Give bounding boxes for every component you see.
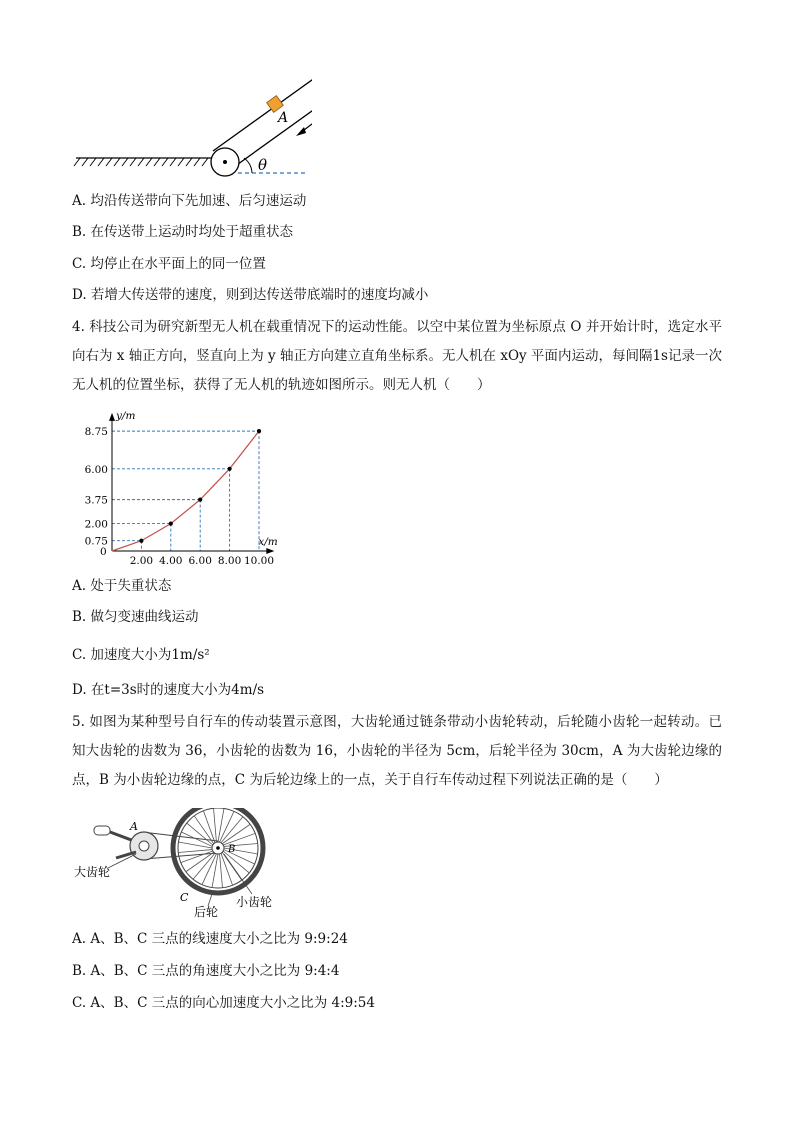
q4-option-c: C. 加速度大小为1m/s² [72,647,210,663]
label-C: C [180,891,189,904]
x-axis-arrow [266,548,274,554]
label-small-gear: 小齿轮 [236,895,273,909]
y-tick-label: 8.75 [84,426,108,439]
label-A: A [130,820,138,833]
trajectory-curve [112,431,259,551]
x-tick-label: 8.00 [217,555,242,567]
x-axis-label: x/m [258,536,278,548]
y-tick-label: 6.00 [84,463,108,476]
y-axis-arrow [109,413,115,421]
label-theta: θ [258,156,268,174]
x-tick-label: 10.00 [243,555,275,567]
data-point [198,498,202,502]
y-axis-label: y/m [116,409,136,422]
label-A: A [278,110,289,126]
q3-option-b: B. 在传送带上运动时均处于超重状态 [72,224,294,240]
q5-option-b: B. A、B、C 三点的角速度大小之比为 9:4:4 [72,963,340,979]
q5-stem: 5. 如图为某种型号自行车的传动装置示意图，大齿轮通过链条带动小齿轮转动，后轮随小齿轮一起转动。已知大齿轮的齿数为 36，小齿轮的齿数为 16，小齿轮的半径为 5cm，后轮半径为 30cm，A 为大齿轮边缘的点，B 为小齿轮边缘的点，C 为后轮边缘上的一点，关于自行车传动过程下列说法正确的是（ ） [72,714,722,788]
origin-label: 0 [100,546,107,558]
q5-option-a: A. A、B、C 三点的线速度大小之比为 9:9:24 [72,931,348,947]
x-tick-label: 2.00 [129,555,154,567]
bicycle-transmission-figure [72,808,292,923]
data-point [228,467,232,471]
q4-option-b: B. 做匀变速曲线运动 [72,609,199,625]
data-point [139,539,143,543]
data-point [169,522,173,526]
q3-option-c: C. 均停止在水平面上的同一位置 [72,256,266,272]
y-tick-label: 3.75 [84,494,108,507]
q3-option-a: A. 均沿传送带向下先加速、后匀速运动 [72,193,307,209]
label-B: B [228,844,236,855]
trajectory-chart [72,400,292,570]
q4-option-a: A. 处于失重状态 [72,578,172,594]
data-point [257,429,261,433]
label-big-gear: 大齿轮 [74,865,111,879]
y-tick-label: 2.00 [84,518,108,531]
x-tick-label: 6.00 [188,555,212,567]
conveyor-figure [72,60,312,180]
y-tick-label: 0.75 [84,535,108,548]
q4-option-d: D. 在t=3s时的速度大小为4m/s [72,682,265,698]
x-tick-label: 4.00 [159,555,183,567]
q4-stem: 4. 科技公司为研究新型无人机在载重情况下的运动性能。以空中某位置为坐标原点 O 并开始计时，选定水平向右为 x 轴正方向，竖直向上为 y 轴正方向建立直角坐标系。无人机在 xOy 平面内运动，每间隔1s记录一次无人机的位置坐标，获得了无人机的轨迹如图所示。则无人机（ ） [72,319,722,393]
q5-option-c: C. A、B、C 三点的向心加速度大小之比为 4:9:54 [72,995,375,1011]
q3-option-d: D. 若增大传送带的速度，则到达传送带底端时的速度均减小 [72,287,429,303]
label-rear-wheel: 后轮 [194,905,219,919]
